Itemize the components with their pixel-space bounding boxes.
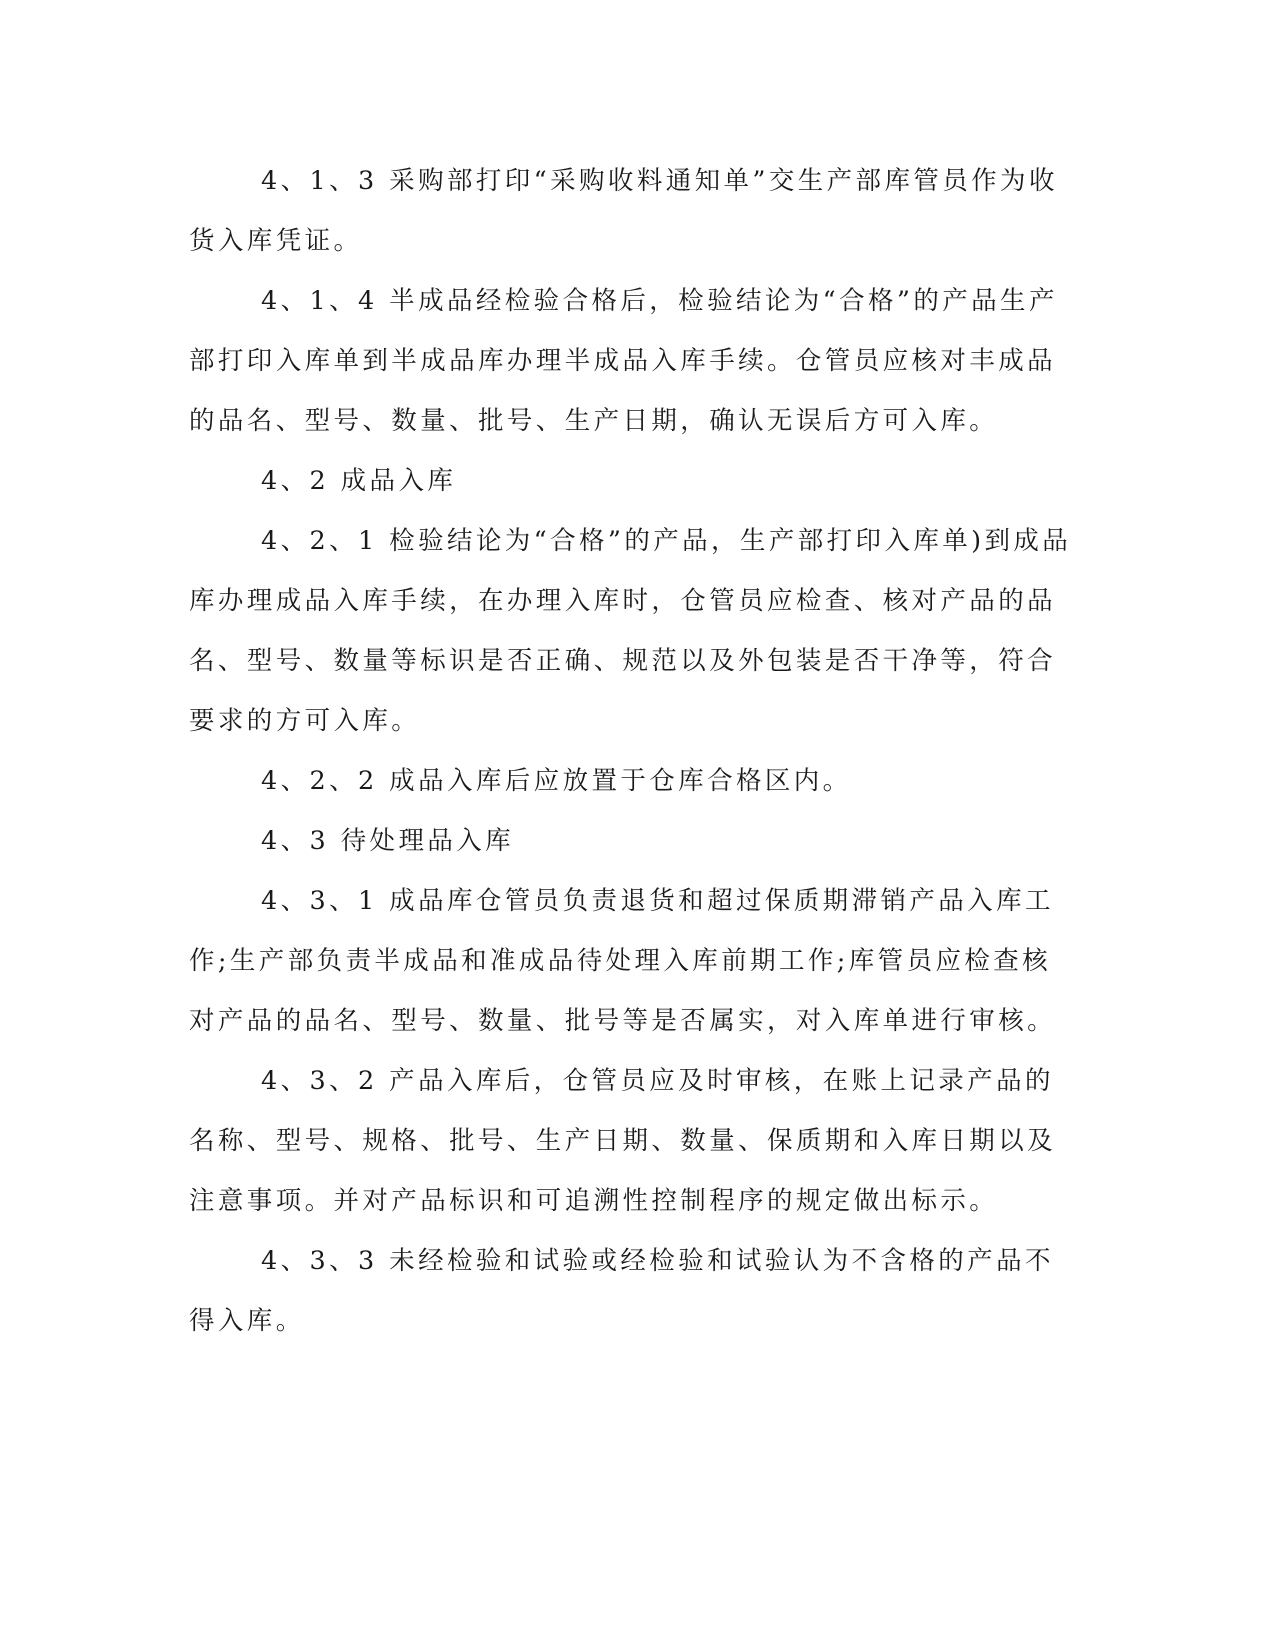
- paragraph-4-3-1: 4、3、1 成品库仓管员负责退货和超过保质期滞销产品入库工作;生产部负责半成品和准成品待处理入库前期工作;库管员应检查核对产品的品名、型号、数量、批号等是否属实，对入库单进行审核。: [189, 886, 1057, 1036]
- paragraph-4-3-3: 4、3、3 未经检验和试验或经检验和试验认为不含格的产品不得入库。: [189, 1246, 1054, 1336]
- paragraph-4-2-2: 4、2、2 成品入库后应放置于仓库合格区内。: [261, 766, 852, 796]
- section-heading-4-2: 4、2 成品入库: [261, 466, 457, 496]
- paragraph-4-3-2: 4、3、2 产品入库后，仓管员应及时审核，在账上记录产品的名称、型号、规格、批号、生产日期、数量、保质期和入库日期以及注意事项。并对产品标识和可追溯性控制程序的规定做出标示。: [189, 1066, 1057, 1216]
- paragraph-4-2-1: 4、2、1 检验结论为“合格”的产品，生产部打印入库单)到成品库办理成品入库手续，在办理入库时，仓管员应检查、核对产品的品名、型号、数量等标识是否正确、规范以及外包装是否干净等，符合要求的方可入库。: [189, 526, 1072, 736]
- paragraph-4-1-4: 4、1、4 半成品经检验合格后，检验结论为“合格”的产品生产部打印入库单到半成品库办理半成品入库手续。仓管员应核对丰成品的品名、型号、数量、批号、生产日期，确认无误后方可入库。: [189, 286, 1058, 436]
- section-heading-4-3: 4、3 待处理品入库: [261, 826, 515, 856]
- paragraph-4-1-3: 4、1、3 采购部打印“采购收料通知单”交生产部库管员作为收货入库凭证。: [189, 166, 1058, 256]
- document-body: [189, 151, 1075, 1351]
